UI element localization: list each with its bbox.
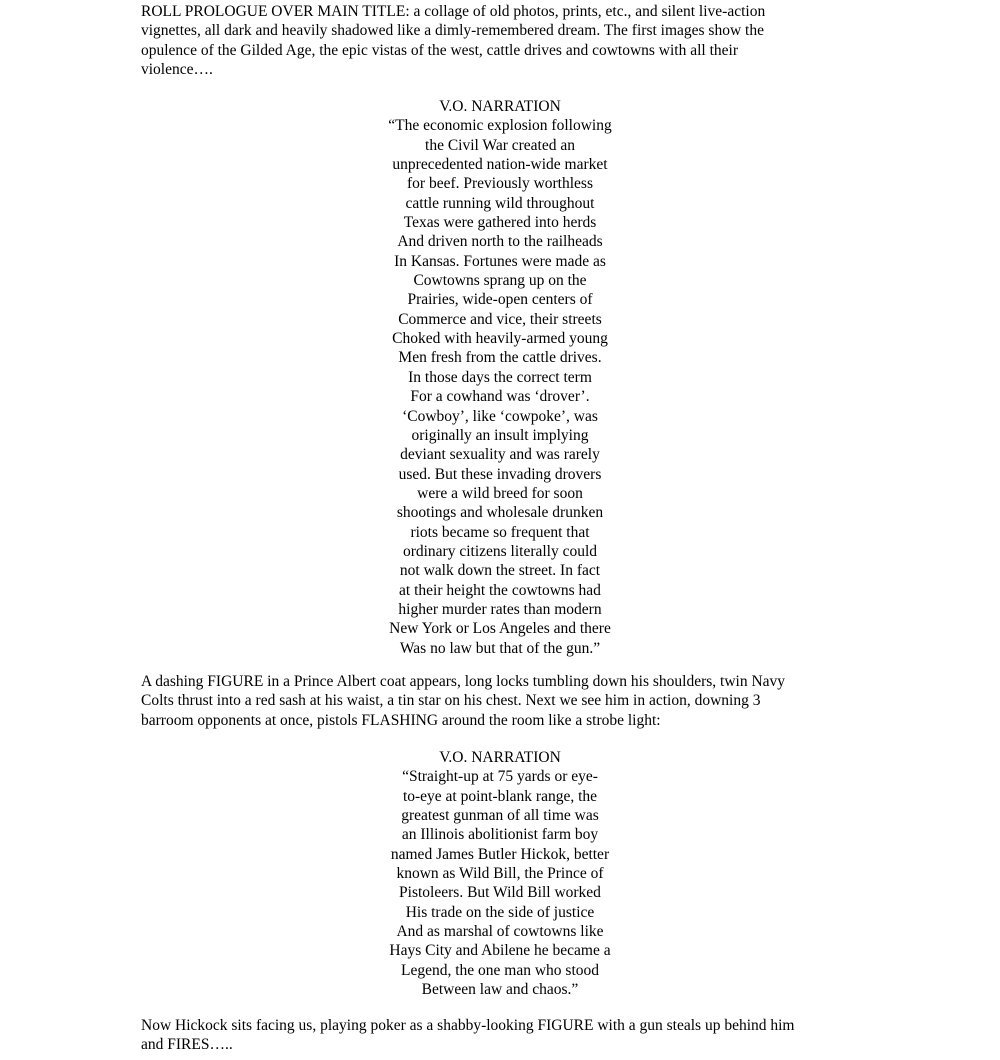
character-name: V.O. NARRATION (439, 98, 561, 115)
action-paragraph-prologue: ROLL PROLOGUE OVER MAIN TITLE: a collage of old photos, prints, etc., and silent live-action vignettes, all dark and heavily shadowed like a dimly-remembered dream. The first images show the opulence of the Gilded Age, the epic vistas of the west, cattle drives and cowtowns with all their violence…. (141, 3, 766, 79)
dialogue-block-narration-1 (300, 97, 700, 658)
action-paragraph-figure: A dashing FIGURE in a Prince Albert coat appears, long locks tumbling down his shoulders, twin Navy Colts thrust into a red sash at his waist, a tin star on his chest. Next we see him in action, downing 3 barroom opponents at once, pistols FLASHING around the room like a strobe light: (141, 673, 786, 729)
character-name: V.O. NARRATION (439, 749, 561, 766)
dialogue-text: “The economic explosion following the Civil War created an unprecedented nation-wide market for beef. Previously worthless cattle running wild throughout Texas were gathered into herds And driven north to the railheads In Kansas. Fortunes were made as Cowtowns sprang up on the Prairies, wide-open centers of Commerce and vice, their streets Choked with heavily-armed young Men fresh from the cattle drives. In those days the correct term For a cowhand was ‘drover’. ‘Cowboy’, like ‘cowpoke’, was originally an insult implying deviant sexuality and was rarely used. But these invading drovers were a wild breed for soon shootings and wholesale drunken riots became so frequent that ordinary citizens literally could not walk down the street. In fact at their height the cowtowns had higher murder rates than modern New York or Los Angeles and there Was no law but that of the gun.” (388, 117, 612, 657)
action-paragraph-hickock: Now Hickock sits facing us, playing poker as a shabby-looking FIGURE with a gun steals up behind him and FIRES….. (141, 1017, 795, 1054)
dialogue-text: “Straight-up at 75 yards or eye- to-eye at point-blank range, the greatest gunman of all time was an Illinois abolitionist farm boy named James Butler Hickok, better known as Wild Bill, the Prince of Pistoleers. But Wild Bill worked His trade on the side of justice And as marshal of cowtowns like Hays City and Abilene he became a Legend, the one man who stood Between law and chaos.” (389, 768, 611, 999)
dialogue-block-narration-2 (300, 748, 700, 999)
